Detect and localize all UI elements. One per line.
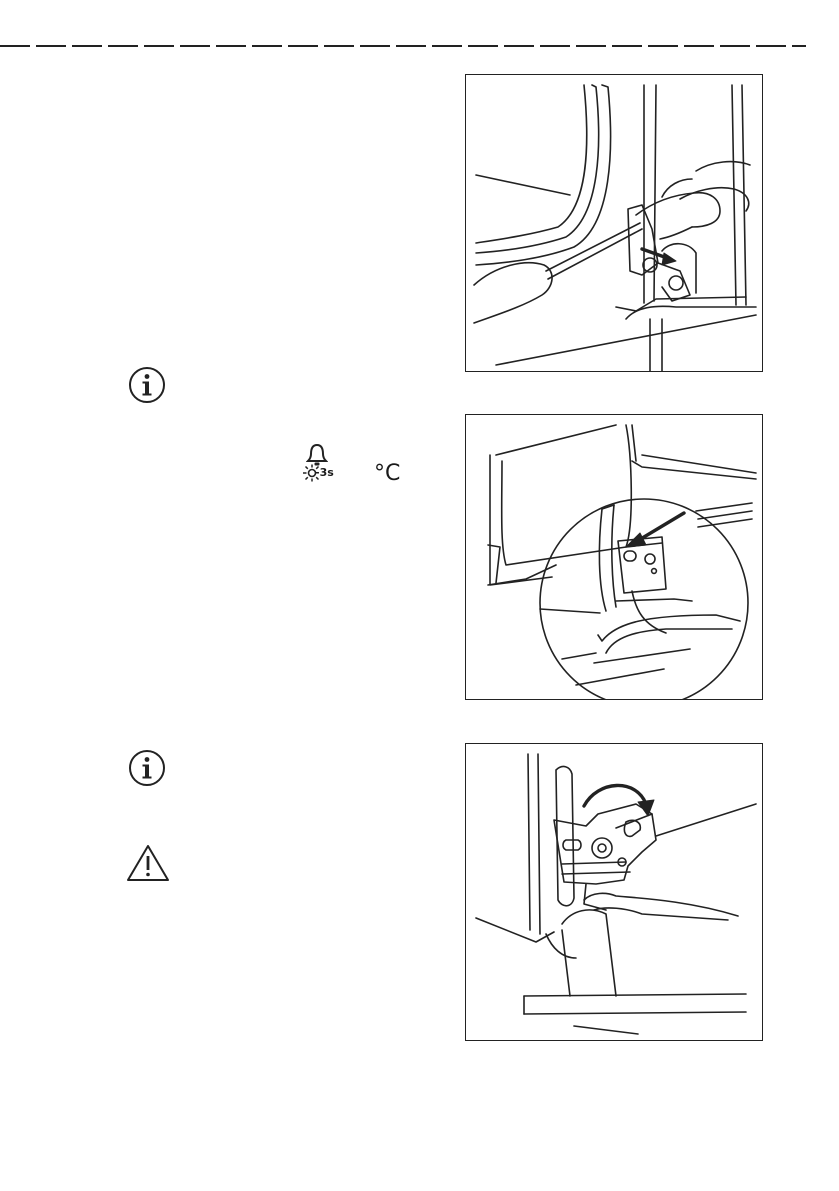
info-icon <box>128 749 166 787</box>
figure-hinge-lever-rotation <box>465 743 763 1041</box>
warning-triangle-icon <box>126 843 170 883</box>
figure-hinge-screwdriver <box>465 74 763 372</box>
info-icon <box>128 366 166 404</box>
timer-duration-label: -3s <box>315 466 334 479</box>
temperature-unit-label: °C <box>374 461 401 486</box>
figure-hinge-lever-detail <box>465 414 763 700</box>
